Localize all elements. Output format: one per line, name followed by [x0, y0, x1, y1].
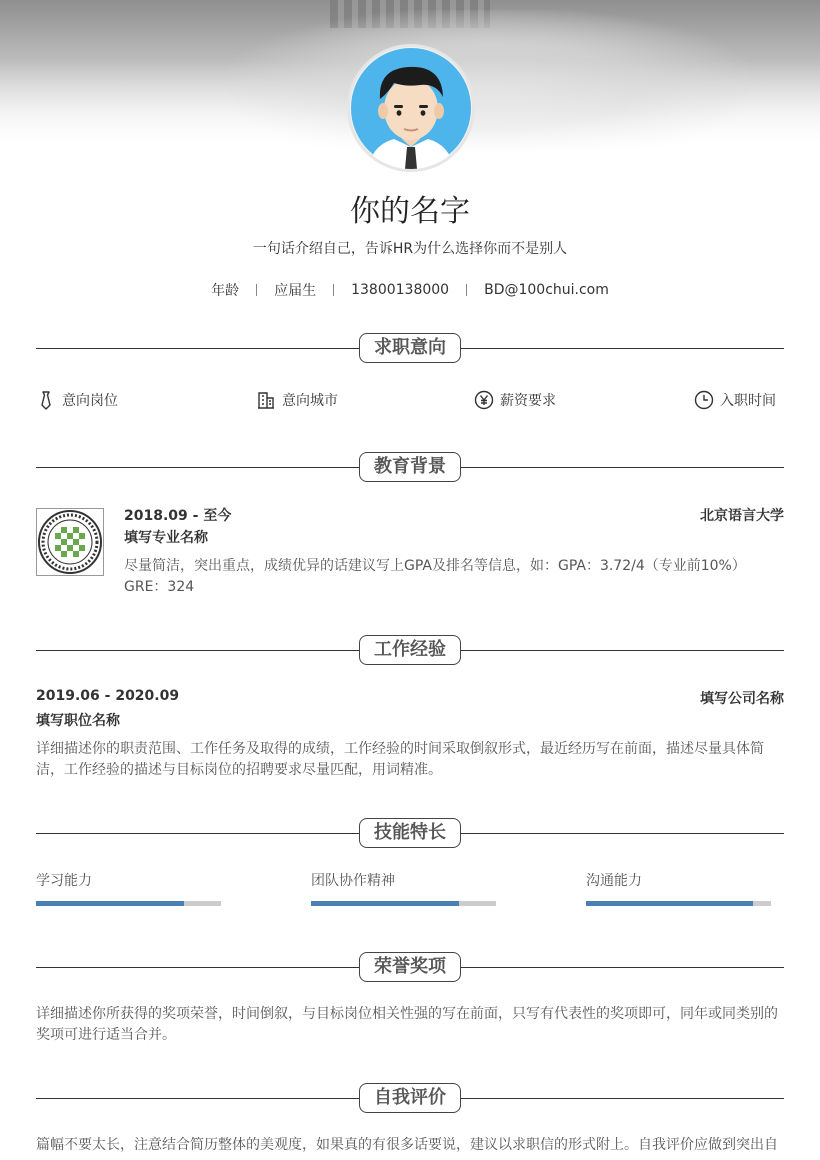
section-title: 技能特长	[359, 818, 461, 848]
section-title: 自我评价	[359, 1083, 461, 1113]
skill-name: 团队协作精神	[311, 873, 395, 889]
skill-bar	[36, 901, 221, 906]
work-company: 填写公司名称	[700, 691, 784, 707]
intent-city-label: 意向城市	[282, 393, 338, 409]
avatar-icon	[350, 47, 472, 169]
contact-age: 年龄	[211, 283, 240, 299]
education-period: 2018.09 - 至今	[124, 508, 232, 524]
resume-tagline: 一句话介绍自己，告诉HR为什么选择你而不是别人	[252, 241, 568, 257]
yen-icon	[474, 390, 494, 410]
intent-position	[36, 388, 118, 412]
education-major: 填写专业名称	[124, 530, 208, 546]
section-title: 教育背景	[359, 452, 461, 482]
skill-bar-fill	[586, 901, 753, 906]
work-title: 填写职位名称	[36, 713, 120, 729]
self-detail: 篇幅不要太长，注意结合简历整体的美观度，如果真的有很多话要说，建议以求职信的形式附上。自我评价应做到突出自	[36, 1137, 778, 1153]
skill-bar	[311, 901, 496, 906]
education-school: 北京语言大学	[700, 508, 784, 524]
section-title: 工作经验	[359, 635, 461, 665]
section-header-skills	[36, 818, 784, 848]
contact-email[interactable]: BD@100chui.com	[484, 282, 609, 298]
education-detail: 尽量简洁，突出重点，成绩优异的话建议写上GPA及排名等信息，如：GPA：3.72/4（专业前10%） GRE：324	[124, 558, 746, 595]
contact-info	[0, 280, 820, 300]
intent-position-label: 意向岗位	[62, 393, 118, 409]
intent-start-label: 入职时间	[720, 393, 776, 409]
honors-detail: 详细描述你所获得的奖项荣誉，时间倒叙，与目标岗位相关性强的写在前面，只写有代表性的奖项即可，同年或同类别的奖项可进行适当合并。	[36, 1006, 778, 1043]
intent-start	[694, 388, 776, 412]
skill-bar-fill	[311, 901, 459, 906]
section-title: 求职意向	[359, 333, 461, 363]
skill-name: 沟通能力	[586, 873, 642, 889]
section-header-self	[36, 1083, 784, 1113]
avatar[interactable]	[347, 44, 475, 172]
skill-bar	[586, 901, 771, 906]
skill-name: 学习能力	[36, 873, 92, 889]
section-header-honors	[36, 952, 784, 982]
section-header-education	[36, 452, 784, 482]
skill-bar-fill	[36, 901, 184, 906]
school-logo	[36, 508, 104, 576]
section-header-intent	[36, 333, 784, 363]
intent-salary-label: 薪资要求	[500, 393, 556, 409]
intent-salary	[474, 388, 556, 412]
work-period: 2019.06 - 2020.09	[36, 688, 180, 704]
section-title: 荣誉奖项	[359, 952, 461, 982]
work-detail: 详细描述你的职责范围、工作任务及取得的成绩，工作经验的时间采取倒叙形式，最近经历写在前面，描述尽量具体简洁，工作经验的描述与目标岗位的招聘要求尽量匹配，用词精准。	[36, 741, 764, 778]
section-header-work	[36, 635, 784, 665]
tie-icon	[36, 390, 56, 410]
clock-icon	[694, 390, 714, 410]
building-icon	[256, 390, 276, 410]
intent-city	[256, 388, 338, 412]
resume-name: 你的名字	[350, 194, 470, 229]
contact-status: 应届生	[274, 283, 317, 299]
contact-phone[interactable]: 13800138000	[351, 282, 450, 298]
